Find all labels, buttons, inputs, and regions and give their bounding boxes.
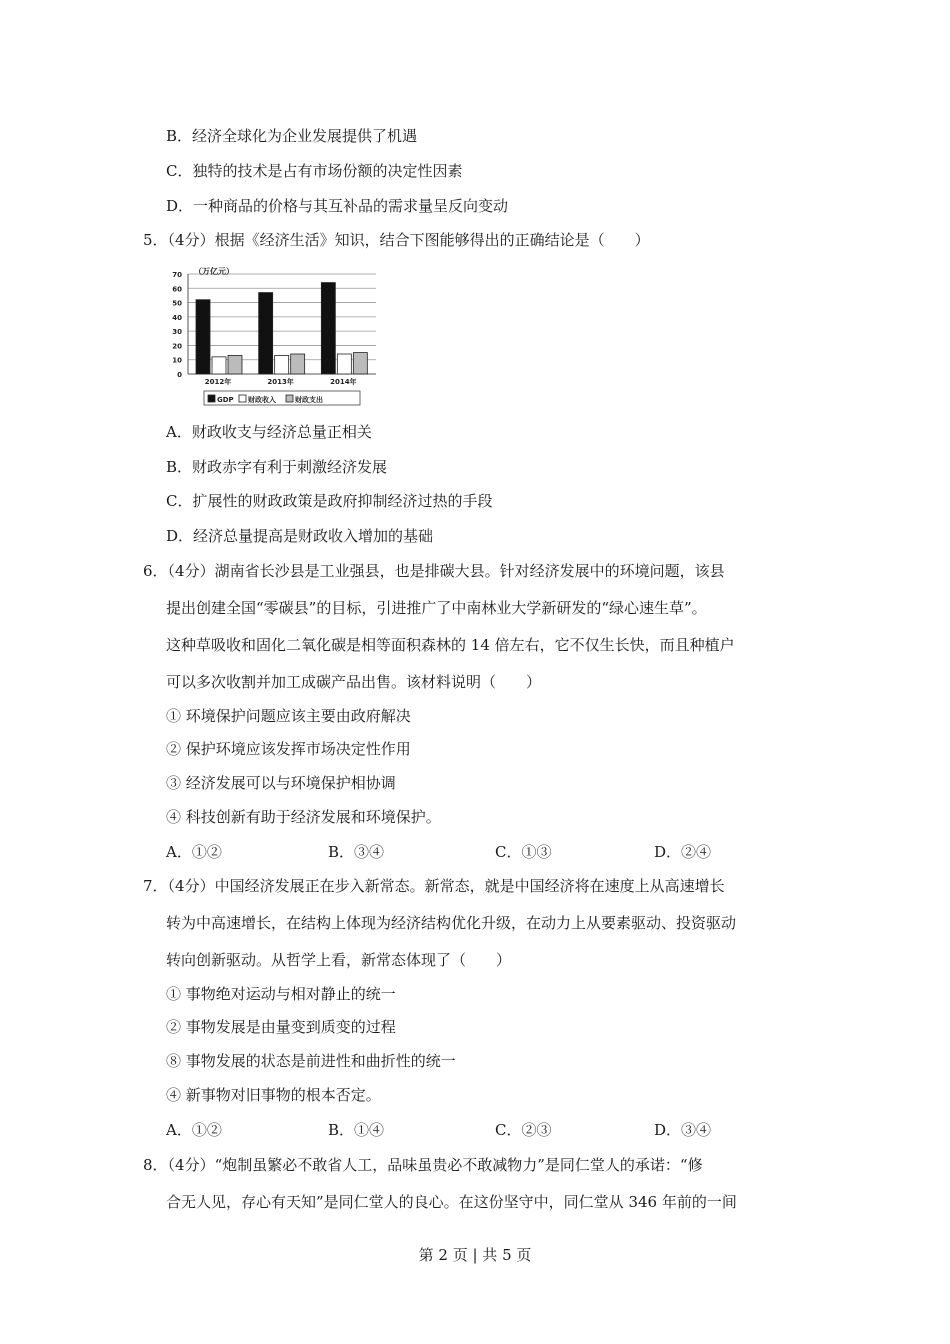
q6-stem-line4: 可以多次收割并加工成碳产品出售。该材料说明（ ） <box>166 673 542 691</box>
q6-stem-line2: 提出创建全国“零碳县”的目标，引进推广了中南林业大学新研发的“绿心速生草”。 <box>166 599 707 617</box>
q5-option-d: D．经济总量提高是财政收入增加的基础 <box>166 527 434 545</box>
fiscal-bar-chart <box>168 262 380 410</box>
chart-y-tick-label: 60 <box>172 285 182 294</box>
chart-legend-label: GDP <box>217 396 234 404</box>
chart-y-tick-label: 30 <box>172 328 182 337</box>
chart-legend <box>204 391 360 405</box>
chart-x-category-label: 2012年 <box>204 378 232 386</box>
q7-item-2: ② 事物发展是由量变到质变的过程 <box>166 1018 396 1036</box>
chart-legend-swatch <box>286 395 293 402</box>
q5-stem: 5．（4分）根据《经济生活》知识，结合下图能够得出的正确结论是（ ） <box>143 231 650 249</box>
q6-stem-line3: 这种草吸收和固化二氧化碳是相等面积森林的 14 倍左右，它不仅生长快，而且种植户 <box>166 636 735 654</box>
chart-bar-财政支出 <box>291 354 305 374</box>
chart-unit-label: （万亿元） <box>194 267 234 276</box>
q4-option-c: C．独特的技术是占有市场份额的决定性因素 <box>166 162 463 180</box>
q4-option-d: D．一种商品的价格与其互补品的需求量呈反向变动 <box>166 197 509 215</box>
q7-choice-b: B．①④ <box>328 1121 385 1139</box>
q6-choice-b: B．③④ <box>328 843 385 861</box>
chart-y-tick-label: 50 <box>172 299 182 308</box>
q7-choice-a: A．①② <box>166 1121 222 1139</box>
q6-item-4: ④ 科技创新有助于经济发展和环境保护。 <box>166 808 441 826</box>
chart-bar-财政支出 <box>228 355 242 374</box>
chart-y-tick-label: 70 <box>172 271 182 279</box>
q7-choice-d: D．③④ <box>654 1121 712 1139</box>
chart-y-tick-label: 0 <box>177 371 182 379</box>
q6-stem-line1: 6．（4分）湖南省长沙县是工业强县，也是排碳大县。针对经济发展中的环境问题，该县 <box>143 562 725 580</box>
q7-stem-line2: 转为中高速增长，在结构上体现为经济结构优化升级，在动力上从要素驱动、投资驱动 <box>166 914 737 932</box>
q7-item-1: ① 事物绝对运动与相对静止的统一 <box>166 985 396 1003</box>
q7-choice-c: C．②③ <box>495 1121 552 1139</box>
chart-bar-GDP <box>196 300 210 374</box>
chart-x-category-label: 2013年 <box>267 378 294 386</box>
chart-bar-GDP <box>321 283 335 374</box>
q4-option-b: B．经济全球化为企业发展提供了机遇 <box>166 127 418 145</box>
chart-legend-swatch <box>208 395 215 402</box>
q7-item-3: ⑧ 事物发展的状态是前进性和曲折性的统一 <box>166 1052 456 1070</box>
page-footer: 第 2 页 | 共 5 页 <box>418 1246 532 1264</box>
q5-option-c: C．扩展性的财政政策是政府抑制经济过热的手段 <box>166 492 493 510</box>
chart-y-tick-label: 40 <box>172 313 182 322</box>
q7-stem-line3: 转向创新驱动。从哲学上看，新常态体现了（ ） <box>166 951 512 969</box>
q6-choice-a: A．①② <box>166 843 222 861</box>
chart-bar-财政支出 <box>353 353 367 374</box>
q6-item-3: ③ 经济发展可以与环境保护相协调 <box>166 774 396 792</box>
chart-legend-label: 财政支出 <box>295 396 323 404</box>
chart-x-category-label: 2014年 <box>330 378 357 386</box>
q7-item-4: ④ 新事物对旧事物的根本否定。 <box>166 1086 381 1104</box>
q6-choice-c: C．①③ <box>495 843 552 861</box>
q8-stem-line1: 8．（4分）“炮制虽繁必不敢省人工，品味虽贵必不敢减物力”是同仁堂人的承诺：“修 <box>143 1156 703 1174</box>
chart-x-categories <box>205 377 357 386</box>
chart-y-tick-label: 20 <box>172 342 182 351</box>
q6-item-1: ① 环境保护问题应该主要由政府解决 <box>166 707 411 725</box>
chart-bar-财政收入 <box>337 354 351 374</box>
q5-option-b: B．财政赤字有利于刺激经济发展 <box>166 458 388 476</box>
q7-stem-line1: 7．（4分）中国经济发展正在步入新常态。新常态，就是中国经济将在速度上从高速增长 <box>143 877 725 895</box>
chart-legend-swatch <box>239 395 246 402</box>
chart-bar-财政收入 <box>275 355 289 374</box>
chart-y-tick-label: 10 <box>172 356 182 365</box>
q5-option-a: A．财政收支与经济总量正相关 <box>166 423 372 441</box>
q6-choice-d: D．②④ <box>654 843 712 861</box>
chart-bar-GDP <box>259 293 273 374</box>
q6-item-2: ② 保护环境应该发挥市场决定性作用 <box>166 740 411 758</box>
chart-legend-label: 财政收入 <box>248 396 276 404</box>
chart-bar-财政收入 <box>212 357 226 374</box>
q8-stem-line2: 合无人见，存心有天知”是同仁堂人的良心。在这份坚守中，同仁堂从 346 年前的一间 <box>166 1193 737 1211</box>
